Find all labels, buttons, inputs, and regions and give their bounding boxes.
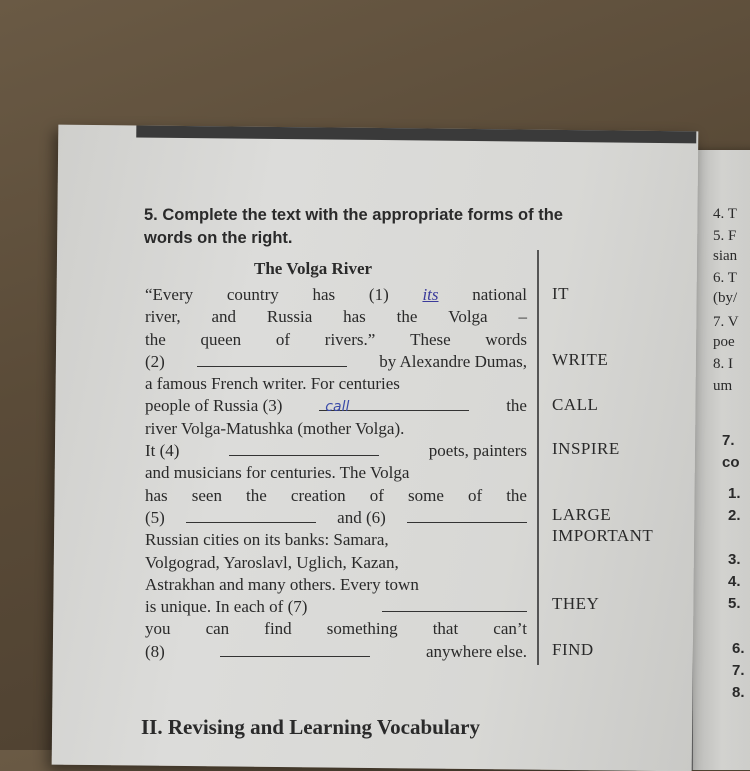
blank-7[interactable] [382,596,527,612]
word: rivers.” [324,329,376,349]
word: poets, painters [428,441,527,461]
word-find: FIND [552,640,594,659]
word: – [518,307,527,327]
word: creation [290,485,346,505]
word: some [407,485,444,505]
right-page-line: (by/ [713,290,738,306]
section-heading: II. Revising and Learning Vocabulary [141,715,480,739]
word: can’t [493,619,527,639]
line-text: is unique. In each of (7) [145,597,308,617]
gap-number: (5) [145,507,165,527]
word: the [246,485,267,505]
right-page-line: 7. [722,432,735,449]
story-title: The Volga River [254,259,373,278]
right-page-line: um [713,378,733,394]
word-they: THEY [552,594,600,613]
line-text: Russian cities on its banks: Samara, [145,530,389,550]
story-line [145,641,527,663]
story-line [145,485,527,507]
task-heading-line-2: words on the right. [144,229,293,247]
story-line [145,440,527,462]
story-line [145,596,527,618]
word: can [205,619,230,639]
story-line [145,462,527,484]
word: that [432,619,459,639]
line-text: and musicians for centuries. The Volga [145,463,410,483]
right-page-line: 6. [732,640,745,657]
word-it: IT [552,284,570,303]
right-page-line: 2. [728,507,741,524]
word-inspire: INSPIRE [552,439,620,458]
story-line [145,306,527,328]
word: the [396,307,418,327]
word: of [369,485,384,505]
word-write: WRITE [552,350,609,369]
right-page-line: 4. T [713,206,737,222]
word: of [275,329,291,349]
word-large: LARGE [552,505,612,524]
right-page-line: 8. I [713,356,733,372]
word: and (6) [337,507,386,527]
word: find [264,619,292,639]
line-text: river Volga-Matushka (mother Volga). [145,418,405,438]
gap-number: (2) [145,351,165,371]
word: of [467,485,483,505]
story-line [145,418,527,440]
word: Russia [266,307,313,327]
word: has [343,307,366,327]
word: (1) [368,285,389,304]
line-text: a famous French writer. For centuries [145,374,400,394]
right-page-line: co [722,454,740,471]
task-heading-line-1: 5. Complete the text with the appropriate forms of the [144,206,563,224]
word: has [145,485,168,505]
right-page-line: 7. V [713,314,739,330]
word-call: CALL [552,395,599,414]
word: Volga [448,307,488,327]
line-text: Astrakhan and many others. Every town [145,574,419,594]
word: something [326,619,398,639]
word: the [506,396,527,416]
right-page-line: 7. [732,662,745,679]
story-line [145,574,527,596]
right-page-line: 5. F [713,228,737,244]
word: national [472,285,527,304]
right-page-line: 4. [728,573,741,590]
story-line [145,284,527,306]
word-important: IMPORTANT [552,526,654,545]
word: “Every [145,285,194,304]
word: the [506,485,527,505]
story-line [145,395,527,417]
blank-3[interactable] [319,395,469,416]
story-text [145,284,527,663]
right-page-line: 8. [732,684,745,701]
line-text: people of Russia (3) [145,396,283,416]
word: by Alexandre Dumas, [379,351,527,371]
story-line [145,329,527,351]
right-page-line: poe [713,334,735,350]
blank-2[interactable] [197,351,347,367]
blank-4[interactable] [229,440,379,456]
gap-number: (8) [145,641,165,661]
task-heading [144,204,684,250]
blank-8[interactable] [220,641,370,657]
story-line [145,552,527,574]
right-page-line: 1. [728,485,741,502]
word: anywhere else. [425,641,527,661]
column-divider [537,250,539,665]
story-line [145,507,527,529]
word: and [211,307,237,327]
blank-5[interactable] [186,507,316,523]
word: words [485,329,527,349]
story-line [145,529,527,551]
word: has [312,285,336,304]
word: you [145,619,171,639]
word: These [410,329,451,349]
page-top-band [136,125,696,143]
right-page-line: 3. [728,551,741,568]
gap-number: It (4) [145,441,180,461]
answer-1-handwritten: its [422,285,439,304]
right-page-line: sian [713,248,738,264]
right-page-line: 5. [728,595,741,612]
story-line [145,351,527,373]
story-line [145,618,527,640]
word: country [226,285,279,304]
blank-6[interactable] [407,507,527,523]
word: river, [145,307,181,327]
word: seen [191,485,222,505]
word: queen [200,329,242,349]
story-line [145,373,527,395]
word: the [145,329,166,349]
answer-3-handwritten: call [325,399,350,416]
right-page-line: 6. T [713,270,737,286]
line-text: Volgograd, Yaroslavl, Uglich, Kazan, [145,552,399,572]
